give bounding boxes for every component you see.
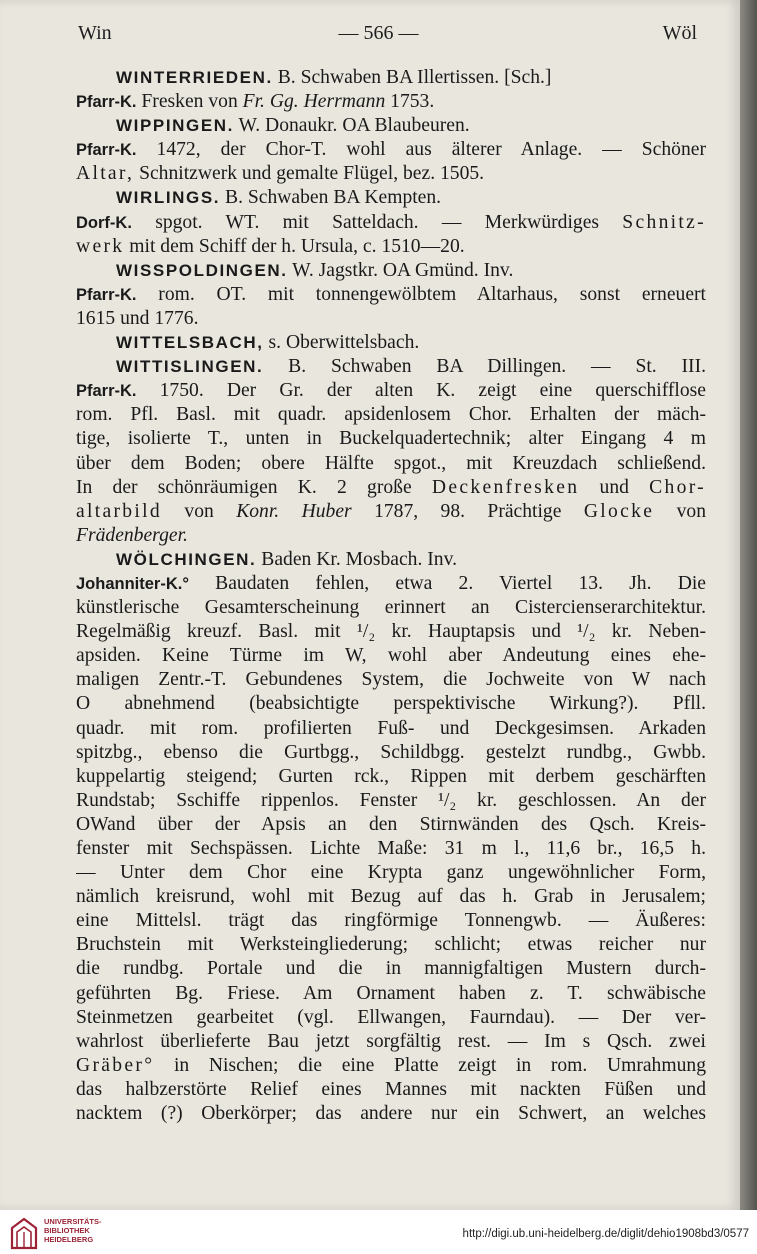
entry-text: In der schönräumigen K. 2 große Deckenfresken und Chor-: [76, 476, 706, 498]
entry-text: Pfarr-K. Fresken von Fr. Gg. Herrmann 1753.: [76, 91, 435, 113]
library-name-line: BIBLIOTHEK: [44, 1226, 90, 1235]
entry-heading: WÖLCHINGEN. Baden Kr. Mosbach. Inv.: [116, 548, 457, 570]
entry-text: Dorf-K. spgot. WT. mit Satteldach. — Merkwürdiges Schnitz-: [76, 211, 706, 233]
library-name-line: UNIVERSITÄTS-: [44, 1217, 102, 1226]
entry-text: O abnehmend (beabsichtigte perspektivische Wirkung?). Pfll.: [76, 693, 706, 715]
running-head-right: Wöl: [662, 22, 697, 44]
entry-text: fenster mit Sechspässen. Lichte Maße: 31 m l., 11,6 br., 16,5 h.: [76, 838, 706, 859]
entry-text: altarbild von Konr. Huber 1787, 98. Prächtige Glocke von: [76, 500, 706, 522]
entry-text: maligen Zentr.-T. Gebundenes System, die Jochweite von W nach: [76, 669, 706, 691]
source-url-link[interactable]: http://digi.ub.uni-heidelberg.de/diglit/dehio1908bd3/0577: [462, 1228, 749, 1240]
page-edge: [740, 0, 757, 1210]
entry-text: spitzbg., ebenso die Gurtbgg., Schildbgg. gestelzt rundbg., Gwbb.: [76, 741, 706, 763]
entry-heading: WITTISLINGEN. B. Schwaben BA Dillingen. — St. III.: [116, 356, 706, 378]
entry-text: nämlich kreisrund, wohl mit Bezug auf das h. Grab in Jerusalem;: [76, 886, 706, 908]
entry-heading: WISSPOLDINGEN. W. Jagstkr. OA Gmünd. Inv.: [116, 259, 514, 281]
entry-text: tige, isolierte T., unten in Buckelquadertechnik; alter Eingang 4 m: [76, 428, 706, 450]
entry-heading: WINTERRIEDEN. B. Schwaben BA Illertissen. [Sch.]: [116, 67, 552, 88]
entry-text: das halbzerstörte Relief eines Mannes mit nackten Füßen und: [76, 1078, 706, 1100]
page-number: — 566 —: [338, 22, 419, 44]
running-head-left: Win: [78, 22, 112, 44]
entry-text: wahrlost überlieferte Bau jetzt sorgfältig rest. — Im s Qsch. zwei: [76, 1030, 706, 1052]
entry-text: Altar, Schnitzwerk und gemalte Flügel, bez. 1505.: [76, 163, 485, 185]
entry-text: Regelmäßig kreuzf. Basl. mit ¹/₂ kr. Hauptapsis und ¹/₂ kr. Neben-: [76, 621, 706, 643]
entry-text: über dem Boden; obere Hälfte spgot., mit Kreuzdach schließend.: [76, 452, 706, 474]
entry-text: geführten Bg. Friese. Am Ornament haben z. T. schwäbische: [76, 982, 706, 1004]
library-name-line: HEIDELBERG: [44, 1235, 94, 1244]
entry-heading: WIPPINGEN. W. Donaukr. OA Blaubeuren.: [116, 115, 470, 137]
entry-text: Bruchstein mit Werksteingliederung; schlicht; etwas reicher nur: [76, 934, 706, 956]
entry-text: werk mit dem Schiff der h. Ursula, c. 1510—20.: [76, 235, 465, 257]
entry-text: die rundbg. Portale und die in mannigfaltigen Mustern durch-: [76, 958, 706, 980]
entry-text: Rundstab; Sschiffe rippenlos. Fenster ¹/₂ kr. geschlossen. An der: [76, 789, 706, 811]
entry-text: rom. Pfl. Basl. mit quadr. apsidenlosem Chor. Erhalten der mäch-: [76, 404, 706, 426]
entry-text: Johanniter-K.° Baudaten fehlen, etwa 2. Viertel 13. Jh. Die: [76, 572, 706, 594]
entry-text: Steinmetzen gearbeitet (vgl. Ellwangen, Faurndau). — Der ver-: [76, 1006, 706, 1028]
entry-text: 1615 und 1776.: [76, 307, 199, 329]
library-logo-icon[interactable]: [8, 1216, 40, 1250]
entry-text: Gräber° in Nischen; die eine Platte zeigt in rom. Umrahmung: [76, 1054, 706, 1076]
entry-text: eine Mittelsl. trägt das ringförmige Tonnengwb. — Äußeres:: [76, 910, 706, 932]
entry-text: OWand über der Apsis an den Stirnwänden des Qsch. Kreis-: [76, 813, 706, 835]
entry-text: Pfarr-K. 1472, der Chor-T. wohl aus älterer Anlage. — Schöner: [76, 139, 706, 161]
entry-text: Pfarr-K. rom. OT. mit tonnengewölbtem Altarhaus, sonst erneuert: [76, 283, 706, 305]
entry-text: apsiden. Keine Türme im W, wohl aber Andeutung eines ehe-: [76, 645, 706, 667]
entry-text: kuppelartig steigend; Gurten rck., Rippen mit derbem geschärften: [76, 765, 706, 787]
entry-text: nacktem (?) Oberkörper; das andere nur ein Schwert, an welches: [76, 1103, 706, 1125]
entry-heading: WITTELSBACH, s. Oberwittelsbach.: [116, 332, 420, 354]
entry-heading: WIRLINGS. B. Schwaben BA Kempten.: [116, 187, 442, 209]
entry-text: quadr. mit rom. profilierten Fuß- und Deckgesimsen. Arkaden: [76, 717, 706, 739]
page-body: [76, 66, 706, 1126]
entry-text: Frädenberger.: [76, 524, 188, 546]
entry-text: — Unter dem Chor eine Krypta ganz ungewöhnlicher Form,: [76, 862, 706, 884]
entry-text: Pfarr-K. 1750. Der Gr. der alten K. zeigt eine querschifflose: [76, 380, 706, 402]
entry-text: künstlerische Gesamterscheinung erinnert an Cistercienserarchitektur.: [76, 597, 706, 619]
